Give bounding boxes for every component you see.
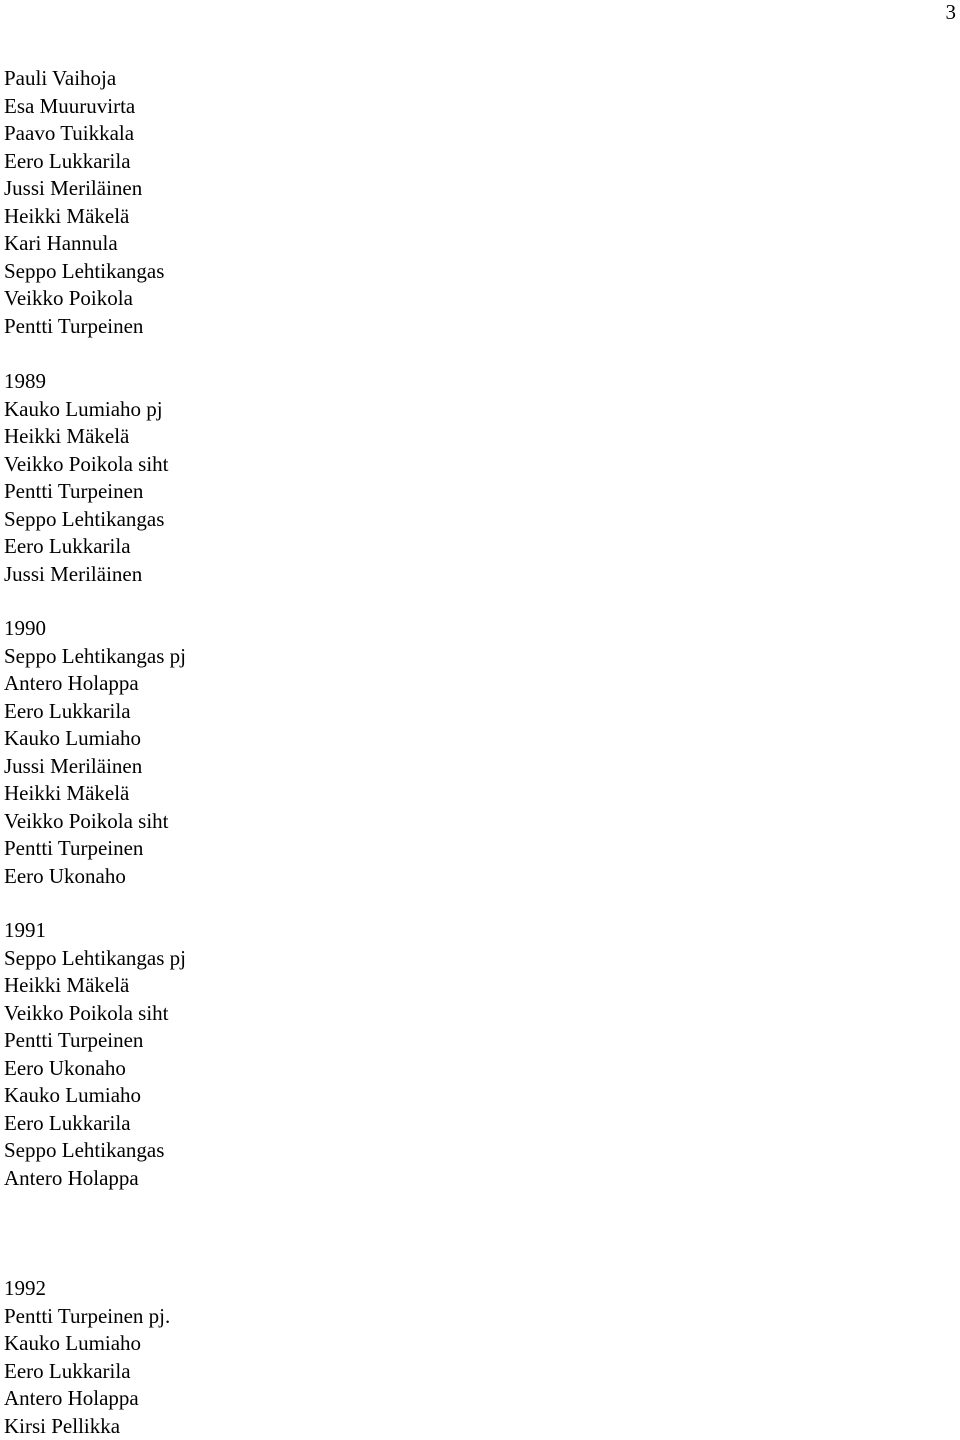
member-name: Eero Lukkarila: [4, 533, 169, 561]
member-name: Seppo Lehtikangas: [4, 258, 164, 286]
member-name: Pauli Vaihoja: [4, 65, 164, 93]
member-name: Kauko Lumiaho: [4, 1082, 186, 1110]
member-name: Seppo Lehtikangas: [4, 1137, 186, 1165]
year-heading: 1992: [4, 1275, 170, 1303]
page-number: 3: [946, 0, 957, 24]
board-list-continued: [4, 65, 164, 340]
member-name: Eero Ukonaho: [4, 1055, 186, 1083]
member-name: Eero Ukonaho: [4, 863, 186, 891]
board-list-1989: [4, 368, 169, 588]
member-name: Pentti Turpeinen: [4, 1027, 186, 1055]
member-name: Pentti Turpeinen: [4, 835, 186, 863]
member-name: Veikko Poikola: [4, 285, 164, 313]
member-name: Heikki Mäkelä: [4, 972, 186, 1000]
board-list-1990: [4, 615, 186, 890]
member-name: Esa Muuruvirta: [4, 93, 164, 121]
member-name: Antero Holappa: [4, 1165, 186, 1193]
year-heading: 1989: [4, 368, 169, 396]
member-name: Jussi Meriläinen: [4, 753, 186, 781]
member-name: Seppo Lehtikangas: [4, 506, 169, 534]
member-name: Heikki Mäkelä: [4, 203, 164, 231]
member-name: Pentti Turpeinen pj.: [4, 1303, 170, 1331]
member-name: Pentti Turpeinen: [4, 313, 164, 341]
member-name: Heikki Mäkelä: [4, 423, 169, 451]
member-name: Veikko Poikola siht: [4, 1000, 186, 1028]
member-name: Eero Lukkarila: [4, 1358, 170, 1386]
member-name: Veikko Poikola siht: [4, 808, 186, 836]
member-name: Jussi Meriläinen: [4, 175, 164, 203]
member-name: Antero Holappa: [4, 1385, 170, 1413]
board-list-1992: [4, 1275, 170, 1440]
member-name: Eero Lukkarila: [4, 148, 164, 176]
member-name: Kauko Lumiaho pj: [4, 396, 169, 424]
member-name: Eero Lukkarila: [4, 698, 186, 726]
member-name: Kari Hannula: [4, 230, 164, 258]
member-name: Paavo Tuikkala: [4, 120, 164, 148]
member-name: Kauko Lumiaho: [4, 725, 186, 753]
member-name: Heikki Mäkelä: [4, 780, 186, 808]
board-list-1991: [4, 917, 186, 1192]
year-heading: 1990: [4, 615, 186, 643]
member-name: Kauko Lumiaho: [4, 1330, 170, 1358]
member-name: Seppo Lehtikangas pj: [4, 945, 186, 973]
year-heading: 1991: [4, 917, 186, 945]
member-name: Eero Lukkarila: [4, 1110, 186, 1138]
member-name: Veikko Poikola siht: [4, 451, 169, 479]
member-name: Kirsi Pellikka: [4, 1413, 170, 1440]
member-name: Jussi Meriläinen: [4, 561, 169, 589]
member-name: Pentti Turpeinen: [4, 478, 169, 506]
member-name: Antero Holappa: [4, 670, 186, 698]
member-name: Seppo Lehtikangas pj: [4, 643, 186, 671]
